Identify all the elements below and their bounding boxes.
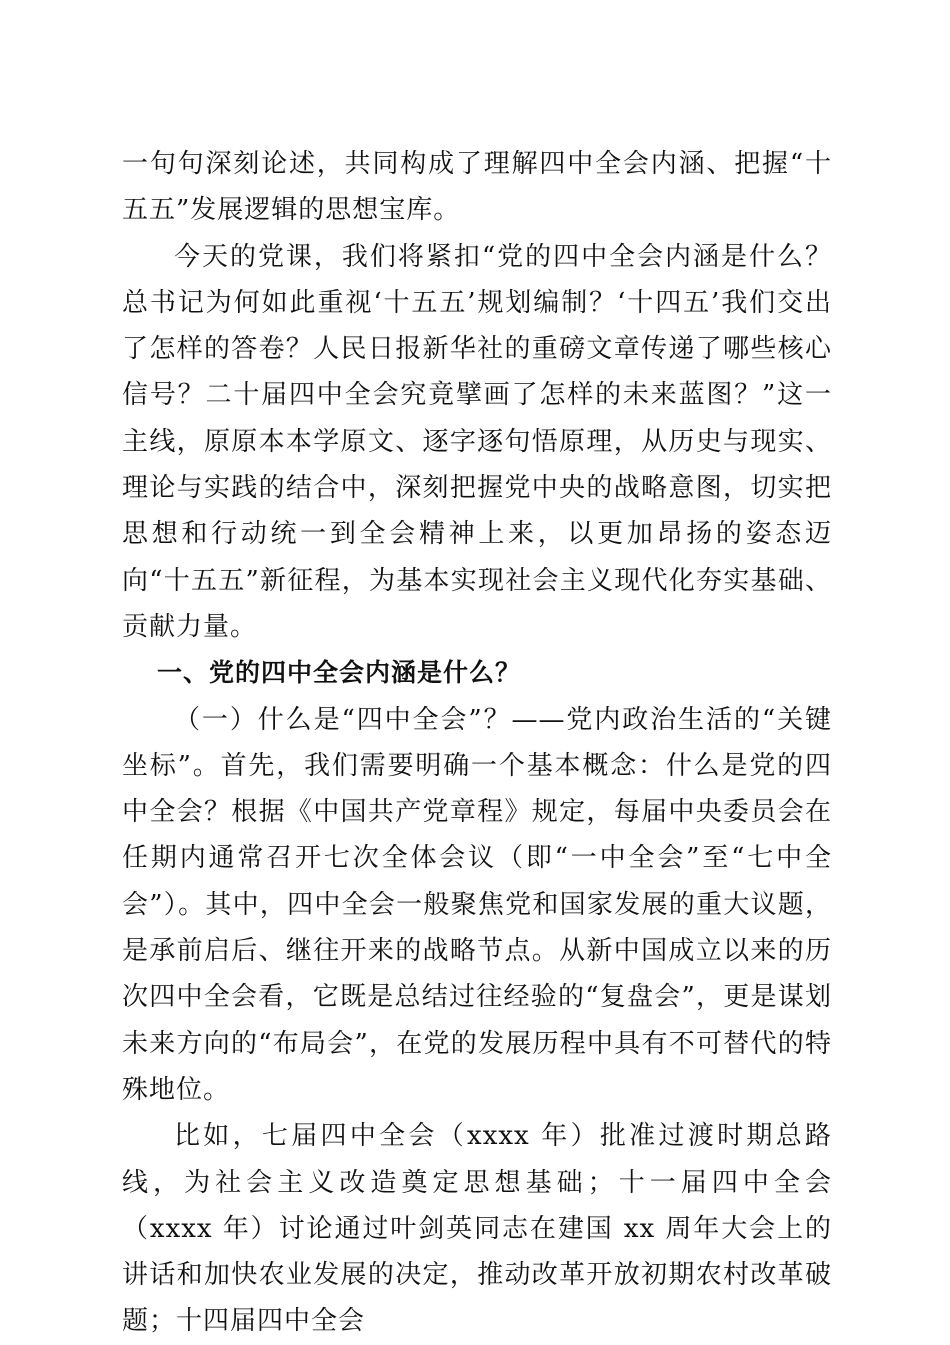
paragraph-examples: 比如，七届四中全会（xxxx 年）批准过渡时期总路线，为社会主义改造奠定思想基础；十一届四中全会（xxxx 年）讨论通过叶剑英同志在建国 xx 周年大会上的讲话和加快农业发展的决定，推动改革开放初期农村改革破题；十四届四中全会	[122, 1121, 832, 1337]
paragraph-intro: 今天的党课，我们将紧扣“党的四中全会内涵是什么？总书记为何如此重视‘十五五’规划编制？‘十四五’我们交出了怎样的答卷？人民日报新华社的重磅文章传递了哪些核心信号？二十届四中全会究竟擘画了怎样的未来蓝图？”这一主线，原原本本学原文、逐字逐句悟原理，从历史与现实、理论与实践的结合中，深刻把握党中央的战略意图，切实把思想和行动统一到全会精神上来，以更加昂扬的姿态迈向“十五五”新征程，为基本实现社会主义现代化夯实基础、贡献力量。	[122, 241, 832, 642]
paragraph-continuation: 一句句深刻论述，共同构成了理解四中全会内涵、把握“十五五”发展逻辑的思想宝库。	[122, 149, 832, 226]
section-heading: 一、党的四中全会内涵是什么？	[157, 658, 522, 688]
document-body	[122, 141, 832, 1345]
paragraph-definition: （一）什么是“四中全会”？——党内政治生活的“关键坐标”。首先，我们需要明确一个基本概念：什么是党的四中全会？根据《中国共产党章程》规定，每届中央委员会在任期内通常召开七次全体会议（即“一中全会”至“七中全会”）。其中，四中全会一般聚焦党和国家发展的重大议题，是承前启后、继往开来的战略节点。从新中国成立以来的历次四中全会看，它既是总结过往经验的“复盘会”，更是谋划未来方向的“布局会”，在党的发展历程中具有不可替代的特殊地位。	[122, 704, 832, 1105]
